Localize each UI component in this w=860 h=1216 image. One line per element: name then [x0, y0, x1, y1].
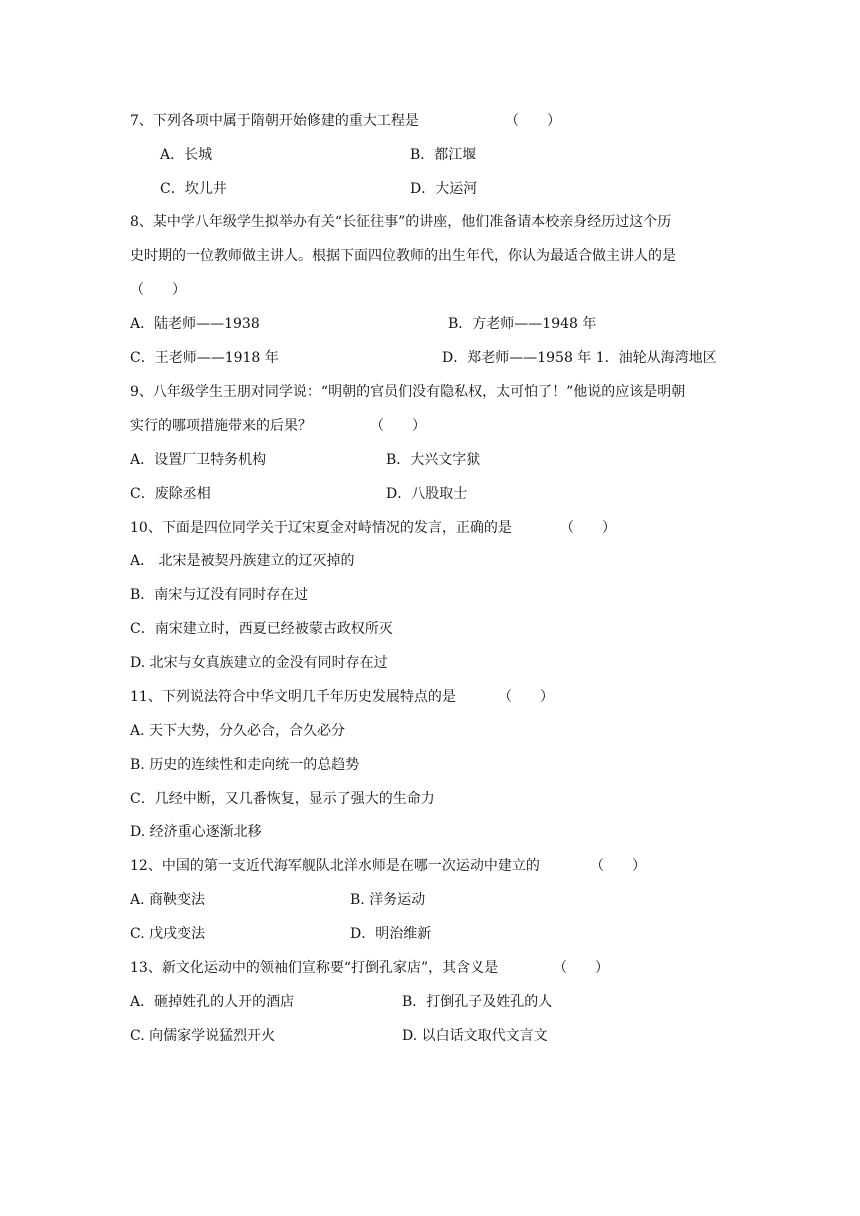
q13-option-a: A．砸掉姓孔的人开的酒店 [130, 994, 295, 1010]
q7-stem: 7、下列各项中属于隋朝开始修建的重大工程是 [130, 113, 419, 129]
q12-answer-paren: （ ） [590, 858, 646, 874]
q9-option-a: A．设置厂卫特务机构 [130, 452, 267, 468]
q13-stem: 13、新文化运动中的领袖们宣称要“打倒孔家店”，其含义是 [130, 960, 499, 976]
q10-option-a: A． 北宋是被契丹族建立的辽灭掉的 [130, 553, 355, 569]
q9-option-d: D．八股取士 [386, 486, 468, 502]
q8-option-b: B．方老师——1948 年 [448, 316, 597, 332]
q7-option-d: D．大运河 [410, 181, 478, 197]
q10-stem: 10、下面是四位同学关于辽宋夏金对峙情况的发言，正确的是 [130, 520, 512, 536]
q8-option-c: C．王老师——1918 年 [130, 350, 279, 366]
q12-option-c: C. 戊戌变法 [130, 926, 206, 942]
q8-option-a: A．陆老师——1938 [130, 316, 260, 332]
q12-stem: 12、中国的第一支近代海军舰队北洋水师是在哪一次运动中建立的 [130, 858, 540, 874]
q13-option-c: C. 向儒家学说猛烈开火 [130, 1028, 276, 1044]
q12-option-b: B. 洋务运动 [350, 892, 426, 908]
q8-stem-line2: 史时期的一位教师做主讲人。根据下面四位教师的出生年代，你认为最适合做主讲人的是 [130, 248, 676, 264]
q9-option-b: B．大兴文字狱 [386, 452, 481, 468]
q11-option-b: B. 历史的连续性和走向统一的总趋势 [130, 757, 360, 773]
q13-answer-paren: （ ） [553, 960, 609, 976]
q10-option-c: C．南宋建立时，西夏已经被蒙古政权所灭 [130, 621, 393, 637]
q13-option-d: D. 以白话文取代文言文 [402, 1028, 548, 1044]
q9-option-c: C．废除丞相 [130, 486, 211, 502]
q13-option-b: B．打倒孔子及姓孔的人 [402, 994, 553, 1010]
q10-option-b: B．南宋与辽没有同时存在过 [130, 587, 309, 603]
q8-answer-paren: （ ） [130, 282, 186, 298]
q10-option-d: D. 北宋与女真族建立的金没有同时存在过 [130, 655, 388, 671]
q10-answer-paren: （ ） [560, 520, 616, 536]
q7-option-b: B．都江堰 [410, 147, 477, 163]
q9-answer-paren: （ ） [370, 418, 426, 434]
q11-option-c: C．几经中断，又几番恢复，显示了强大的生命力 [130, 791, 435, 807]
q12-option-d: D．明治维新 [350, 926, 432, 942]
q11-option-a: A. 天下大势，分久必合，合久必分 [130, 723, 346, 739]
q11-stem: 11、下列说法符合中华文明几千年历史发展特点的是 [130, 689, 456, 705]
q11-answer-paren: （ ） [498, 689, 554, 705]
q9-stem-line1: 9、八年级学生王朋对同学说：“明朝的官员们没有隐私权，太可怕了！”他说的应该是明朝 [130, 384, 686, 400]
q7-option-c: C．坎儿井 [160, 181, 227, 197]
q7-answer-paren: （ ） [505, 113, 561, 129]
q9-stem-line2: 实行的哪项措施带来的后果？ [130, 418, 312, 434]
q8-stem-line1: 8、某中学八年级学生拟举办有关“长征往事”的讲座，他们准备请本校亲身经历过这个历 [130, 214, 672, 230]
q8-option-d: D．郑老师——1958 年 1．油轮从海湾地区 [442, 350, 717, 366]
q12-option-a: A. 商鞅变法 [130, 892, 206, 908]
q7-option-a: A．长城 [160, 147, 213, 163]
q11-option-d: D. 经济重心逐渐北移 [130, 824, 262, 840]
